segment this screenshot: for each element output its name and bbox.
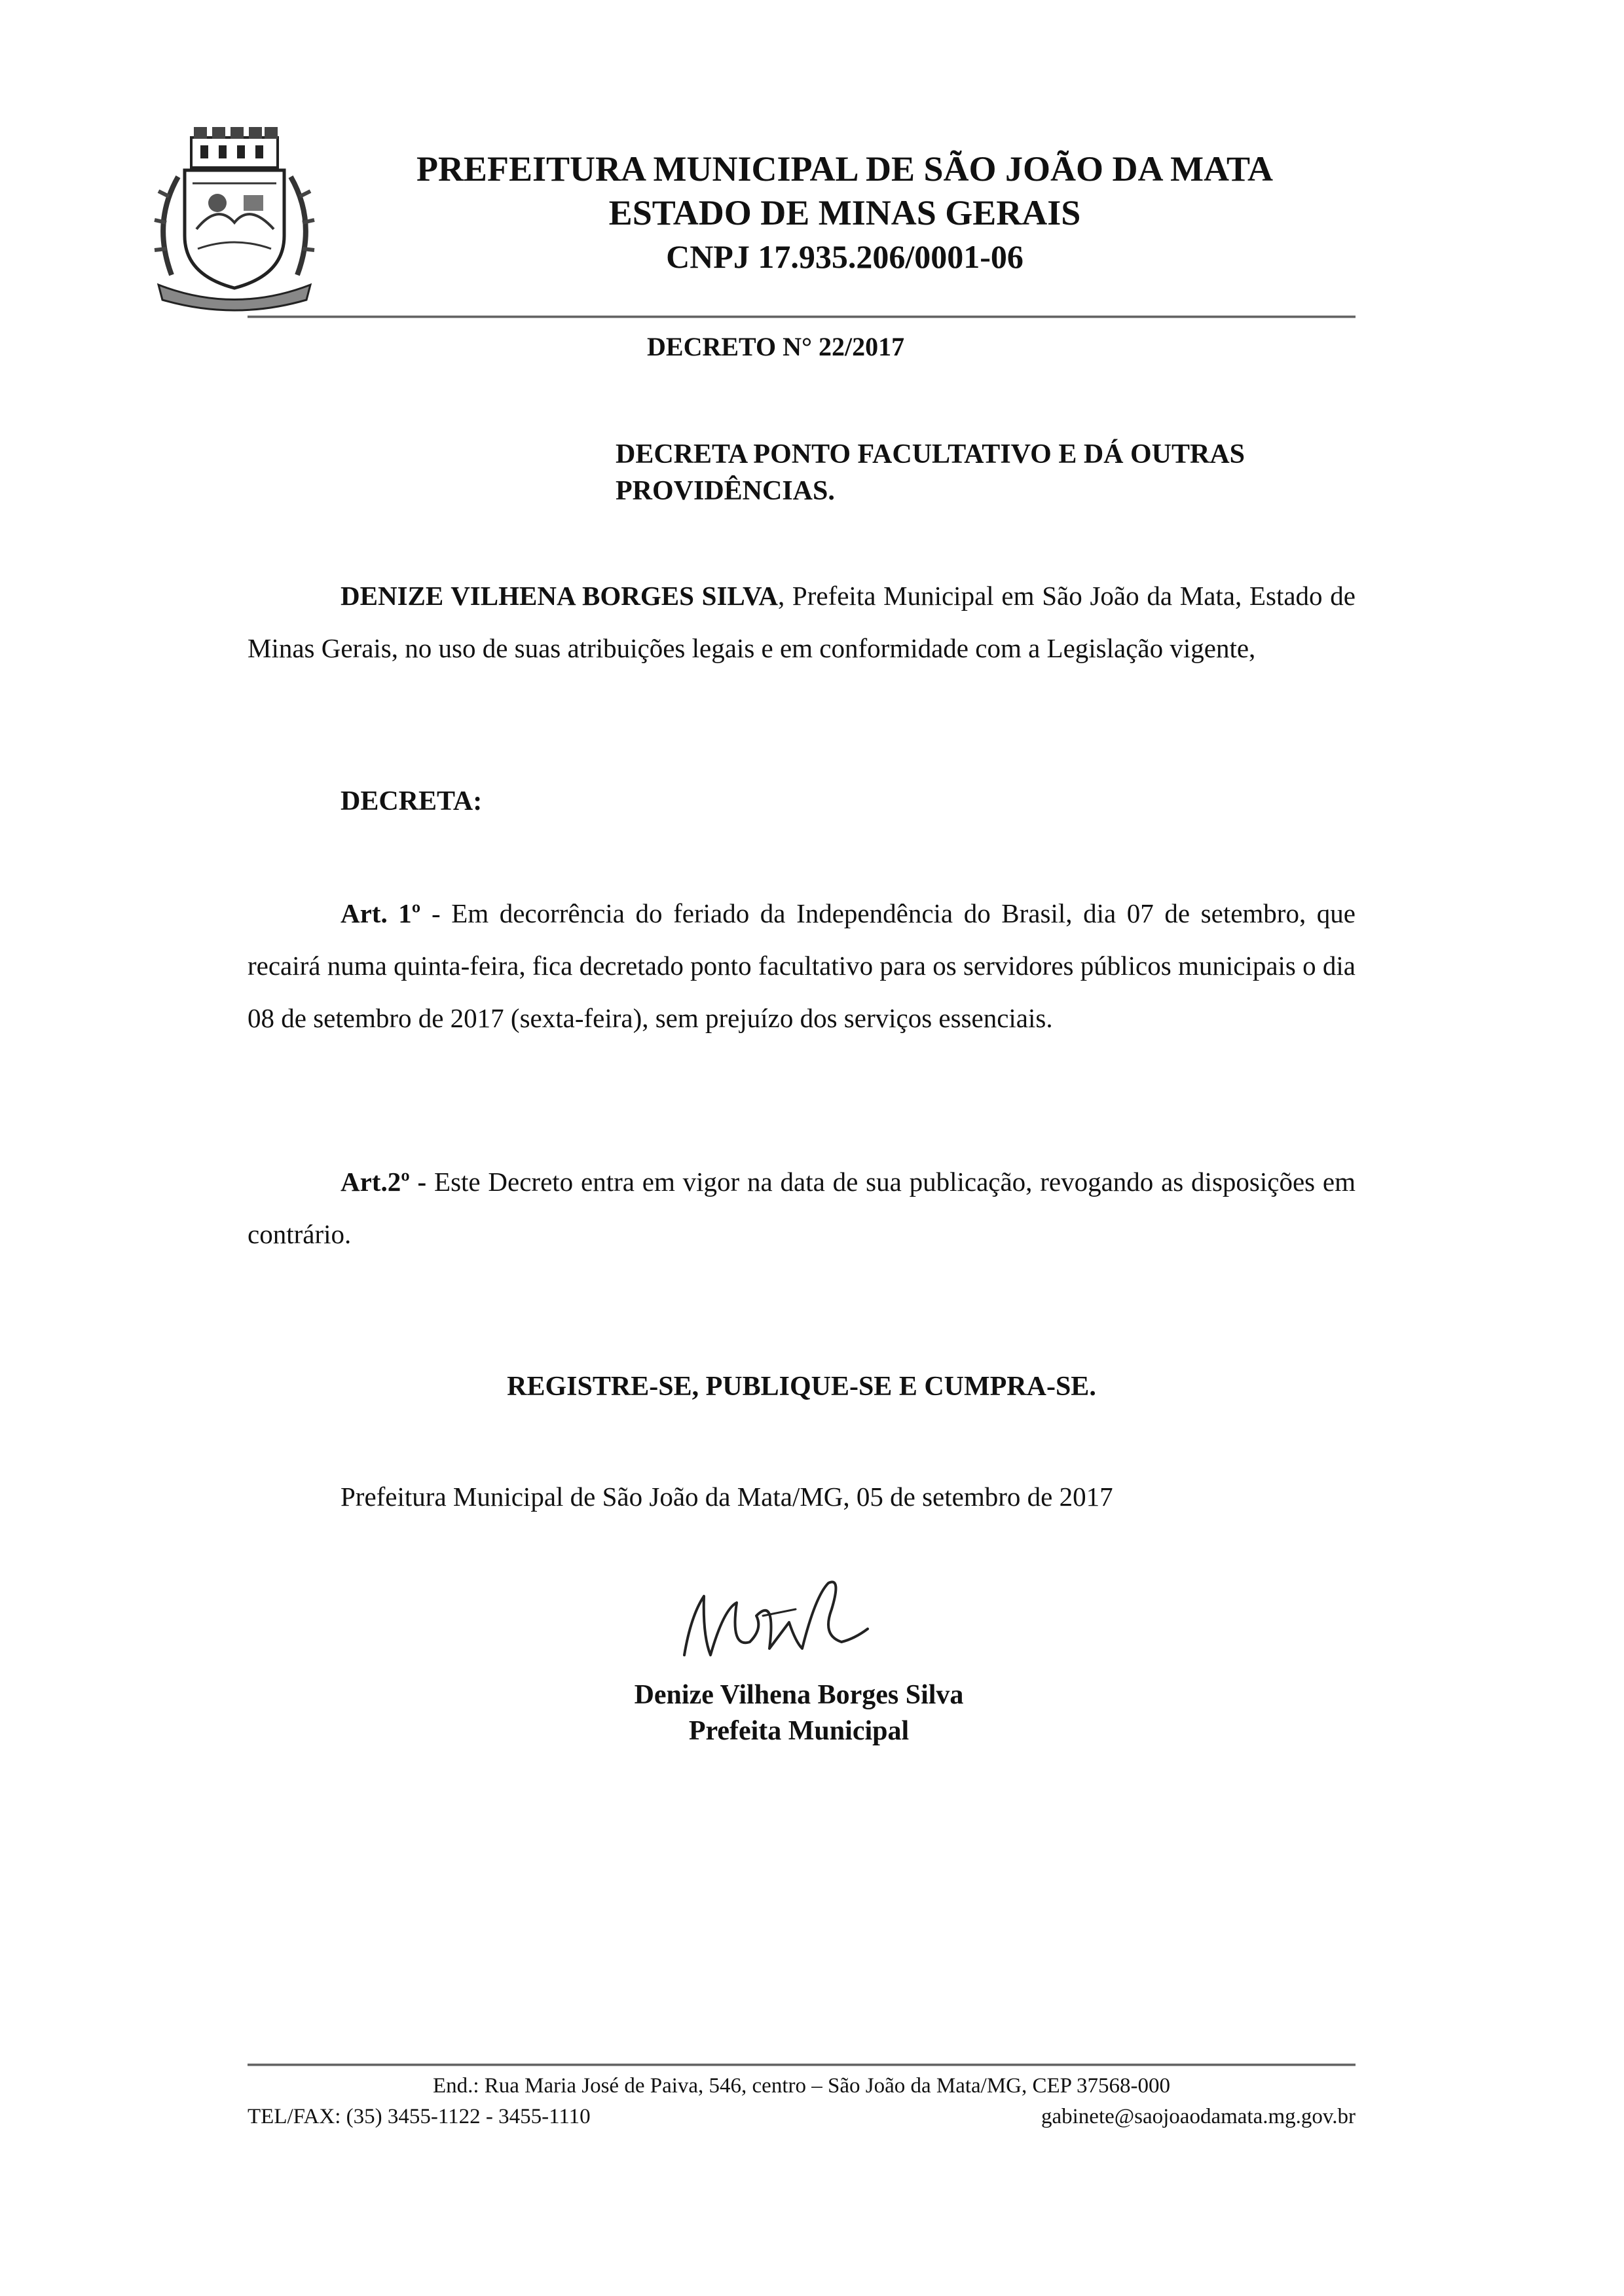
header-cnpj: CNPJ 17.935.206/0001-06 — [666, 238, 1024, 275]
closing-formula: REGISTRE-SE, PUBLIQUE-SE E CUMPRA-SE. — [507, 1372, 1096, 1402]
preamble-text: , Prefeita Municipal em São João da Mata, Estado de Minas Gerais, no uso de suas atribuições legais e em conformidade com a Legislação vigente, — [248, 581, 1356, 663]
handwritten-signature — [665, 1557, 887, 1688]
footer-phone: TEL/FAX: (35) 3455-1122 - 3455-1110 — [248, 2105, 591, 2128]
footer-email: gabinete@saojoaodamata.mg.gov.br — [1041, 2105, 1356, 2128]
article-1-text: - Em decorrência do feriado da Independência do Brasil, dia 07 de setembro, que recairá numa quinta-feira, fica decretado ponto facultativo para os servidores públicos municipais o dia 08 de setembro de 2017 (sexta-feira), sem prejuízo dos serviços essenciais. — [248, 898, 1356, 1033]
decreta-heading: DECRETA: — [341, 786, 483, 816]
header-divider — [248, 316, 1356, 318]
signatory-name: Denize Vilhena Borges Silva — [634, 1680, 964, 1710]
article-2-label: Art.2º - — [341, 1167, 427, 1197]
decree-number: DECRETO N° 22/2017 — [647, 332, 905, 361]
article-2 — [248, 1156, 1356, 1260]
signatory-role: Prefeita Municipal — [688, 1716, 910, 1746]
header-state: ESTADO DE MINAS GERAIS — [608, 193, 1081, 232]
preamble-paragraph — [248, 570, 1356, 674]
mayor-name: DENIZE VILHENA BORGES SILVA — [341, 581, 778, 611]
place-and-date: Prefeitura Municipal de São João da Mata/MG, 05 de setembro de 2017 — [341, 1482, 1113, 1512]
article-1-label: Art. 1º — [341, 898, 421, 928]
footer-address: End.: Rua Maria José de Paiva, 546, centro – São João da Mata/MG, CEP 37568-000 — [432, 2074, 1171, 2098]
decree-summary: DECRETA PONTO FACULTATIVO E DÁ OUTRAS PROVIDÊNCIAS. — [616, 439, 1246, 506]
footer-divider — [248, 2064, 1356, 2066]
header-municipality: PREFEITURA MUNICIPAL DE SÃO JOÃO DA MATA — [416, 149, 1274, 189]
article-2-text: Este Decreto entra em vigor na data de sua publicação, revogando as disposições em contrário. — [248, 1167, 1356, 1249]
article-1 — [248, 887, 1356, 1044]
